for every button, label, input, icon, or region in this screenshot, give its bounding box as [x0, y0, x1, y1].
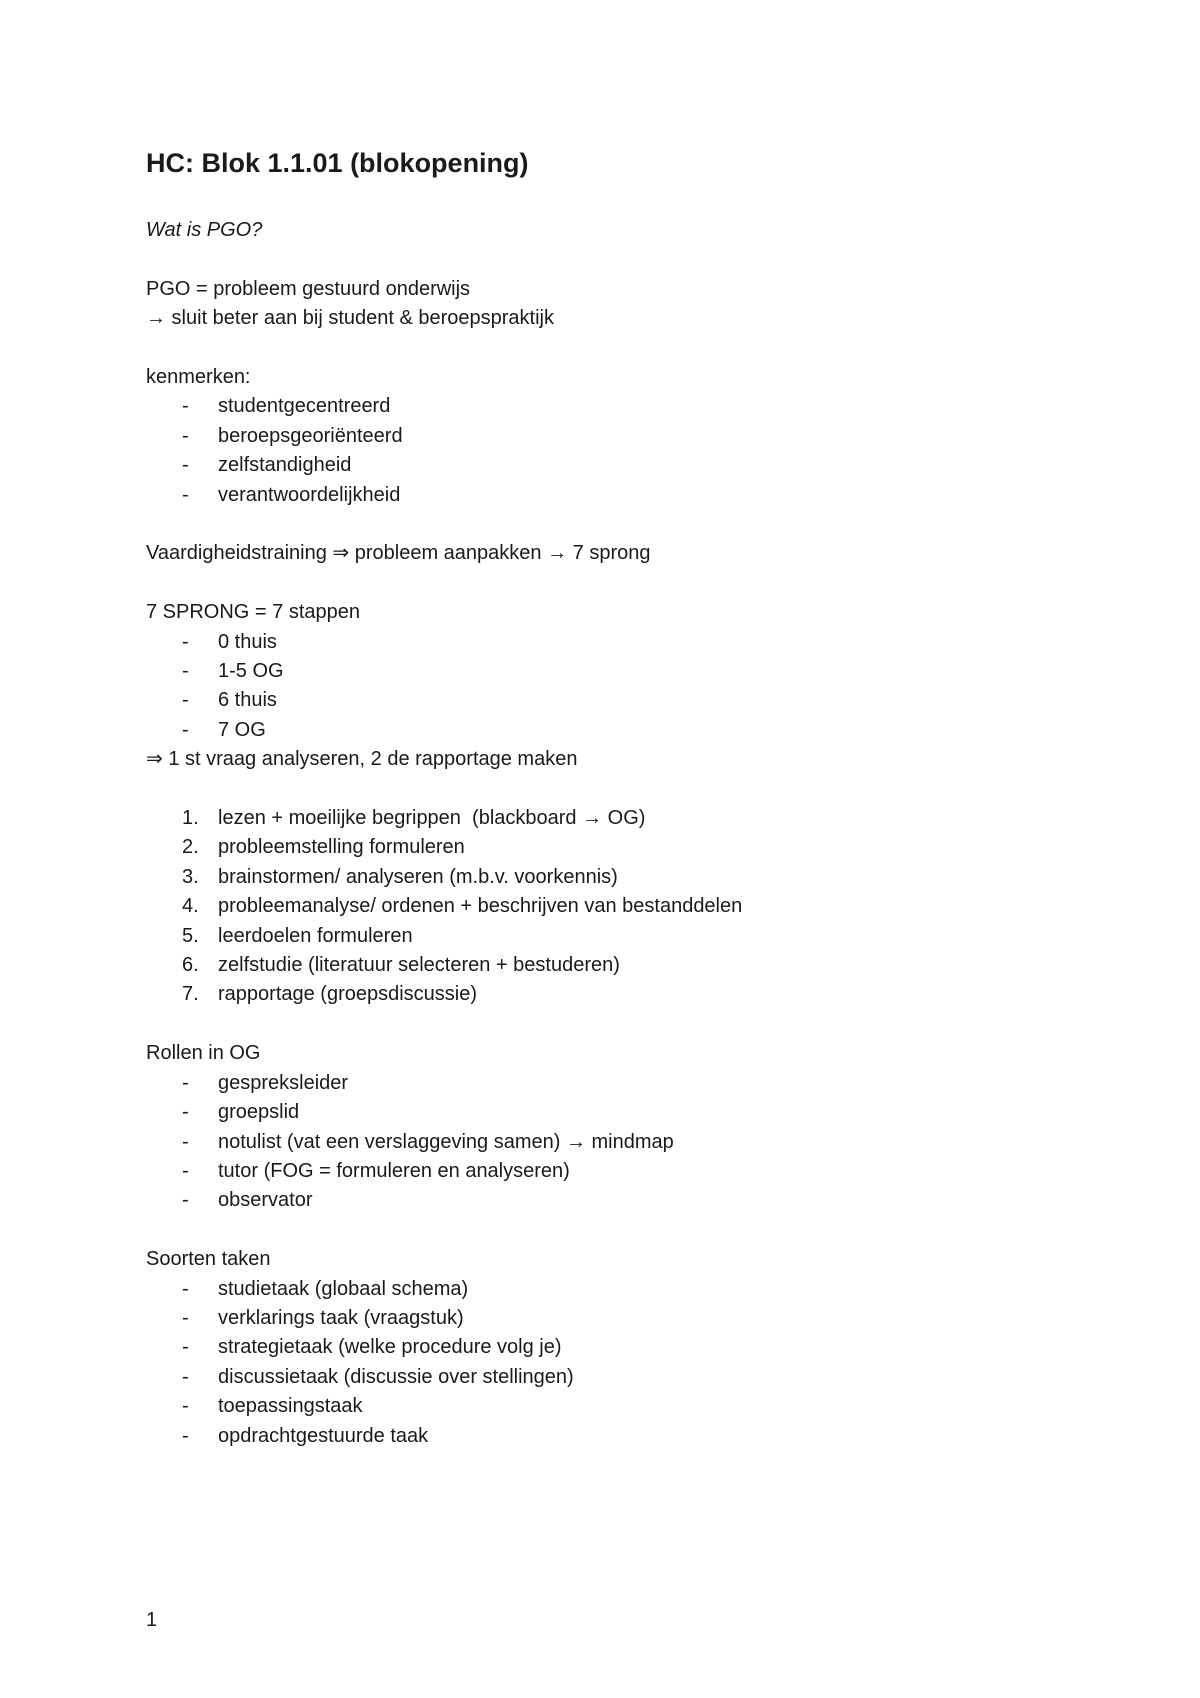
list-item: - notulist (vat een verslaggeving samen) → mindmap — [146, 1128, 1106, 1157]
list-item — [146, 804, 1106, 833]
pgo-note: → sluit beter aan bij student & beroepspraktijk — [146, 307, 554, 330]
taken-label: Soorten taken — [146, 1248, 271, 1271]
spacer — [146, 775, 1106, 804]
list-item: - 0 thuis — [146, 628, 1106, 657]
rollen-label: Rollen in OG — [146, 1042, 261, 1065]
question-heading: Wat is PGO? — [146, 219, 263, 241]
list-item — [146, 833, 1106, 862]
pgo-definition: PGO = probleem gestuurd onderwijs — [146, 277, 471, 300]
step-text: probleemanalyse/ ordenen + beschrijven van bestanddelen — [218, 895, 743, 918]
steps-list — [146, 804, 1106, 1010]
kenmerken-list — [146, 392, 1106, 510]
sprong-list — [146, 628, 1106, 746]
list-item — [146, 863, 1106, 892]
list-item: - beroepsgeoriënteerd — [146, 422, 1106, 451]
list-item: - opdrachtgestuurde taak — [146, 1422, 1106, 1451]
spacer — [146, 569, 1106, 598]
list-item: - zelfstandigheid — [146, 451, 1106, 480]
list-item: - studentgecentreerd — [146, 392, 1106, 421]
list-item: - 7 OG — [146, 716, 1106, 745]
list-item: - discussietaak (discussie over stellingen) — [146, 1363, 1106, 1392]
list-item — [146, 922, 1106, 951]
rollen-list — [146, 1069, 1106, 1216]
list-item: - strategietaak (welke procedure volg je) — [146, 1333, 1106, 1362]
spacer — [146, 1010, 1106, 1039]
list-marker: 4. — [182, 895, 199, 918]
list-item: - 6 thuis — [146, 686, 1106, 715]
step-text: lezen + moeilijke begrippen (blackboard → OG) — [218, 807, 646, 830]
list-item: - gespreksleider — [146, 1069, 1106, 1098]
list-item: - 1-5 OG — [146, 657, 1106, 686]
step-text: zelfstudie (literatuur selecteren + bestuderen) — [218, 954, 620, 977]
spacer — [146, 510, 1106, 539]
list-item: - verantwoordelijkheid — [146, 481, 1106, 510]
list-item: - toepassingstaak — [146, 1392, 1106, 1421]
list-marker: 2. — [182, 836, 199, 859]
list-item: - observator — [146, 1186, 1106, 1215]
list-item: - studietaak (globaal schema) — [146, 1275, 1106, 1304]
list-marker: 5. — [182, 924, 199, 947]
list-marker: 6. — [182, 954, 199, 977]
document-body — [146, 146, 1106, 1451]
sprong-label: 7 SPRONG = 7 stappen — [146, 601, 361, 624]
spacer — [146, 1216, 1106, 1245]
spacer — [146, 245, 1106, 274]
step-text: rapportage (groepsdiscussie) — [218, 983, 478, 1006]
sprong-note: ⇒ 1 st vraag analyseren, 2 de rapportage maken — [146, 748, 578, 771]
spacer — [146, 334, 1106, 363]
list-item — [146, 951, 1106, 980]
list-marker: 7. — [182, 983, 199, 1006]
taken-list — [146, 1275, 1106, 1451]
step-text: probleemstelling formuleren — [218, 836, 465, 859]
list-item — [146, 980, 1106, 1009]
vaardigheid-line: Vaardigheidstraining ⇒ probleem aanpakken → 7 sprong — [146, 542, 651, 565]
list-marker: 1. — [182, 807, 199, 830]
list-item: - tutor (FOG = formuleren en analyseren) — [146, 1157, 1106, 1186]
step-text: leerdoelen formuleren — [218, 924, 413, 947]
page-number: 1 — [146, 1609, 158, 1631]
document-title: HC: Blok 1.1.01 (blokopening) — [146, 148, 529, 178]
list-item: - verklarings taak (vraagstuk) — [146, 1304, 1106, 1333]
list-marker: 3. — [182, 865, 199, 888]
kenmerken-label: kenmerken: — [146, 366, 251, 388]
step-text: brainstormen/ analyseren (m.b.v. voorkennis) — [218, 865, 618, 888]
list-item — [146, 892, 1106, 921]
list-item: - groepslid — [146, 1098, 1106, 1127]
